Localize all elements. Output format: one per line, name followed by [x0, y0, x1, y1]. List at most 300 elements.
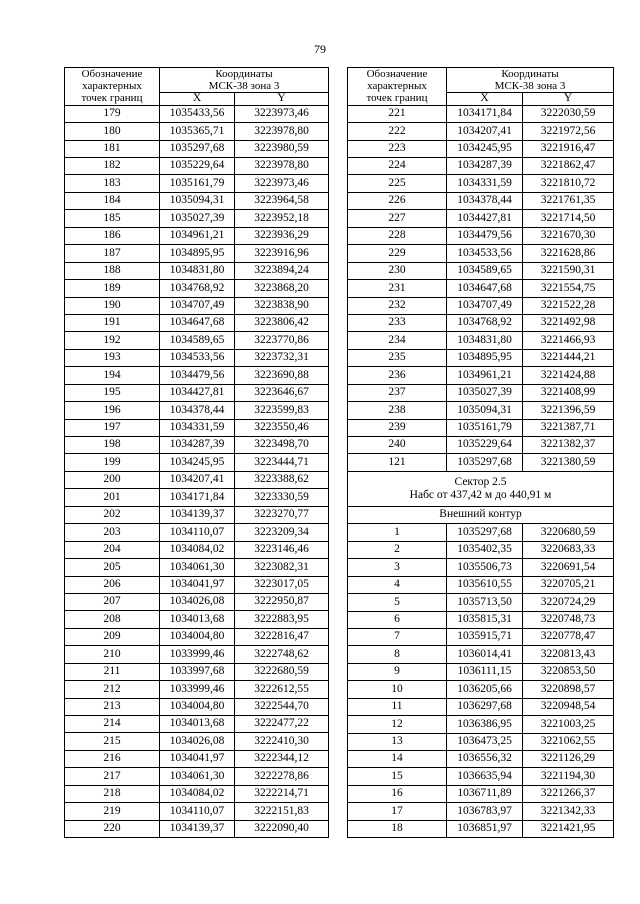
x-coordinate: 1035297,68	[447, 454, 523, 471]
table-row	[348, 227, 614, 244]
y-coordinate: 3223599,83	[235, 402, 329, 419]
point-number: 222	[348, 123, 447, 140]
x-coordinate: 1034589,65	[160, 332, 235, 349]
y-coordinate: 3222883,95	[235, 611, 329, 628]
y-coordinate: 3222090,40	[235, 820, 329, 837]
x-coordinate: 1036473,25	[447, 733, 523, 750]
table-row	[348, 820, 614, 837]
table-row	[348, 559, 614, 576]
point-number: 213	[65, 698, 160, 715]
point-number: 203	[65, 524, 160, 541]
designation-header	[65, 68, 160, 106]
table-row	[65, 471, 329, 488]
y-coordinate: 3223146,46	[235, 541, 329, 558]
y-coordinate: 3222950,87	[235, 593, 329, 610]
y-coordinate: 3220705,21	[523, 576, 614, 593]
table-row	[65, 158, 329, 175]
y-coordinate: 3223838,90	[235, 297, 329, 314]
y-coordinate: 3223330,59	[235, 489, 329, 506]
y-coordinate: 3223964,58	[235, 192, 329, 209]
table-row	[65, 524, 329, 541]
table-row	[348, 646, 614, 663]
y-coordinate: 3220748,73	[523, 611, 614, 628]
point-number: 201	[65, 489, 160, 506]
table-row	[348, 105, 614, 122]
table-row	[65, 611, 329, 628]
point-number: 14	[348, 751, 447, 768]
table-row	[348, 681, 614, 698]
x-coordinate: 1036297,68	[447, 698, 523, 715]
y-coordinate: 3221194,30	[523, 768, 614, 785]
y-coordinate: 3220683,33	[523, 541, 614, 558]
point-number: 205	[65, 559, 160, 576]
x-coordinate: 1034041,97	[160, 576, 235, 593]
point-number: 4	[348, 576, 447, 593]
x-coordinate: 1036205,66	[447, 681, 523, 698]
y-coordinate: 3221972,56	[523, 123, 614, 140]
y-coordinate: 3223646,67	[235, 384, 329, 401]
designation-line-2: характерных	[367, 80, 427, 93]
point-number: 231	[348, 280, 447, 297]
x-coordinate: 1034287,39	[160, 437, 235, 454]
x-coordinate: 1034013,68	[160, 611, 235, 628]
coordinates-header	[447, 68, 614, 93]
x-coordinate: 1035297,68	[447, 524, 523, 541]
y-coordinate: 3223550,46	[235, 419, 329, 436]
table-row	[65, 628, 329, 645]
page-number: 79	[314, 42, 326, 56]
sector-subtitle: Набс от 437,42 м до 440,91 м	[409, 488, 552, 501]
point-number: 183	[65, 175, 160, 192]
x-coordinate: 1034245,95	[160, 454, 235, 471]
x-coordinate: 1034061,30	[160, 768, 235, 785]
y-coordinate: 3221342,33	[523, 803, 614, 820]
point-number: 211	[65, 663, 160, 680]
table-row	[65, 123, 329, 140]
point-number: 239	[348, 419, 447, 436]
x-coordinate: 1036386,95	[447, 716, 523, 733]
x-coordinate: 1035297,68	[160, 140, 235, 157]
point-number: 18	[348, 820, 447, 837]
table-row	[65, 314, 329, 331]
point-number: 200	[65, 471, 160, 488]
table-row	[65, 245, 329, 262]
table-row	[348, 314, 614, 331]
point-number: 208	[65, 611, 160, 628]
y-coordinate: 3222544,70	[235, 698, 329, 715]
right-table-body-top	[348, 105, 614, 471]
point-number: 181	[65, 140, 160, 157]
point-number: 204	[65, 541, 160, 558]
table-row	[348, 576, 614, 593]
y-coordinate: 3221714,50	[523, 210, 614, 227]
x-coordinate: 1036014,41	[447, 646, 523, 663]
point-number: 216	[65, 750, 160, 767]
point-number: 221	[348, 105, 447, 122]
y-coordinate: 3221408,99	[523, 384, 614, 401]
x-coordinate: 1034589,65	[447, 262, 523, 279]
table-row	[65, 140, 329, 157]
point-number: 206	[65, 576, 160, 593]
x-coordinate: 1034061,30	[160, 559, 235, 576]
point-number: 193	[65, 349, 160, 366]
point-number: 12	[348, 716, 447, 733]
x-coordinate: 1034707,49	[160, 297, 235, 314]
point-number: 217	[65, 768, 160, 785]
table-row	[348, 192, 614, 209]
coordinate-system: МСК-38 зона 3	[494, 80, 566, 93]
x-coordinate: 1035815,31	[447, 611, 523, 628]
table-row	[348, 297, 614, 314]
sector-title: Сектор 2.5	[454, 475, 507, 488]
x-coordinate: 1034084,02	[160, 785, 235, 802]
y-coordinate: 3223936,29	[235, 227, 329, 244]
point-number: 9	[348, 663, 447, 680]
point-number: 202	[65, 506, 160, 523]
y-coordinate: 3221522,28	[523, 297, 614, 314]
point-number: 16	[348, 785, 447, 802]
table-row	[348, 768, 614, 785]
point-number: 225	[348, 175, 447, 192]
table-row	[65, 733, 329, 750]
x-coordinate: 1036783,97	[447, 803, 523, 820]
x-coordinate: 1035506,73	[447, 559, 523, 576]
x-coordinate: 1034647,68	[447, 280, 523, 297]
y-coordinate: 3223978,80	[235, 123, 329, 140]
x-coordinate: 1035094,31	[160, 192, 235, 209]
x-coordinate: 1034961,21	[160, 227, 235, 244]
table-row	[65, 297, 329, 314]
table-row	[65, 489, 329, 506]
table-row	[65, 210, 329, 227]
table-row	[65, 716, 329, 733]
y-coordinate: 3223690,88	[235, 367, 329, 384]
designation-line-2: характерных	[82, 80, 142, 93]
y-coordinate: 3223209,34	[235, 524, 329, 541]
point-number: 198	[65, 437, 160, 454]
point-number: 236	[348, 367, 447, 384]
y-coordinate: 3221396,59	[523, 402, 614, 419]
point-number: 215	[65, 733, 160, 750]
x-coordinate: 1035161,79	[160, 175, 235, 192]
table-row	[65, 227, 329, 244]
table-row	[348, 785, 614, 802]
x-coordinate: 1034707,49	[447, 297, 523, 314]
x-coordinate: 1035229,64	[447, 437, 523, 454]
table-row	[348, 663, 614, 680]
point-number: 224	[348, 158, 447, 175]
designation-line-1: Обозначение	[366, 68, 428, 81]
sector-title-cell	[348, 471, 614, 506]
table-row	[65, 646, 329, 663]
y-coordinate: 3223952,18	[235, 210, 329, 227]
point-number: 185	[65, 210, 160, 227]
x-coordinate: 1034647,68	[160, 314, 235, 331]
point-number: 6	[348, 611, 447, 628]
y-coordinate: 3221424,88	[523, 367, 614, 384]
y-coordinate: 3220948,54	[523, 698, 614, 715]
y-coordinate: 3223894,24	[235, 262, 329, 279]
x-coordinate: 1034961,21	[447, 367, 523, 384]
x-coordinate: 1035402,35	[447, 541, 523, 558]
point-number: 207	[65, 593, 160, 610]
y-coordinate: 3222278,86	[235, 768, 329, 785]
table-row	[65, 454, 329, 471]
point-number: 180	[65, 123, 160, 140]
y-coordinate: 3221062,55	[523, 733, 614, 750]
table-row	[65, 750, 329, 767]
x-coordinate: 1035610,55	[447, 576, 523, 593]
table-row	[348, 524, 614, 541]
x-coordinate: 1034207,41	[160, 471, 235, 488]
table-row	[65, 437, 329, 454]
y-coordinate: 3223017,05	[235, 576, 329, 593]
x-coordinate: 1036851,97	[447, 820, 523, 837]
x-coordinate: 1034895,95	[160, 245, 235, 262]
point-number: 210	[65, 646, 160, 663]
table-row	[348, 262, 614, 279]
point-number: 8	[348, 646, 447, 663]
point-number: 190	[65, 297, 160, 314]
x-coordinate: 1035161,79	[447, 419, 523, 436]
table-row	[348, 716, 614, 733]
point-number: 233	[348, 314, 447, 331]
x-coordinate: 1034427,81	[160, 384, 235, 401]
y-coordinate: 3223444,71	[235, 454, 329, 471]
x-coordinate: 1035713,50	[447, 594, 523, 611]
point-number: 230	[348, 262, 447, 279]
x-coordinate: 1034026,08	[160, 593, 235, 610]
x-coordinate: 1035365,71	[160, 123, 235, 140]
y-coordinate: 3223980,59	[235, 140, 329, 157]
point-number: 188	[65, 262, 160, 279]
x-coordinate: 1033999,46	[160, 681, 235, 698]
x-coordinate: 1034831,80	[447, 332, 523, 349]
point-number: 238	[348, 402, 447, 419]
right-table-body-bottom	[348, 524, 614, 838]
y-coordinate: 3220813,43	[523, 646, 614, 663]
table-row	[348, 594, 614, 611]
y-coordinate: 3223770,86	[235, 332, 329, 349]
point-number: 1	[348, 524, 447, 541]
table-row	[65, 681, 329, 698]
table-row	[348, 367, 614, 384]
y-coordinate: 3223732,31	[235, 349, 329, 366]
table-row	[65, 663, 329, 680]
point-number: 234	[348, 332, 447, 349]
x-coordinate: 1034171,84	[160, 489, 235, 506]
left-table-body	[65, 105, 329, 837]
coordinates-table-right	[347, 67, 614, 838]
y-coordinate: 3222748,62	[235, 646, 329, 663]
table-row	[348, 803, 614, 820]
x-coordinate: 1034533,56	[160, 349, 235, 366]
designation-line-1: Обозначение	[81, 68, 143, 81]
sector-heading	[348, 471, 614, 523]
point-number: 121	[348, 454, 447, 471]
y-coordinate: 3220724,29	[523, 594, 614, 611]
y-coordinate: 3221761,35	[523, 192, 614, 209]
table-row	[348, 140, 614, 157]
table-row	[348, 733, 614, 750]
coordinates-title: Координаты	[501, 68, 559, 80]
y-coordinate: 3221590,31	[523, 262, 614, 279]
y-coordinate: 3221628,86	[523, 245, 614, 262]
y-coordinate: 3223916,96	[235, 245, 329, 262]
x-coordinate: 1034026,08	[160, 733, 235, 750]
table-row	[348, 541, 614, 558]
y-coordinate: 3222151,83	[235, 803, 329, 820]
x-coordinate: 1034110,07	[160, 524, 235, 541]
y-coordinate: 3221126,29	[523, 751, 614, 768]
point-number: 197	[65, 419, 160, 436]
y-coordinate: 3223973,46	[235, 175, 329, 192]
table-row	[348, 123, 614, 140]
x-coordinate: 1034331,59	[160, 419, 235, 436]
table-row	[65, 419, 329, 436]
table-row	[65, 349, 329, 366]
y-coordinate: 3223270,77	[235, 506, 329, 523]
point-number: 218	[65, 785, 160, 802]
x-coordinate: 1034171,84	[447, 105, 523, 122]
y-coordinate: 3221380,59	[523, 454, 614, 471]
point-number: 212	[65, 681, 160, 698]
y-coordinate: 3222214,71	[235, 785, 329, 802]
point-number: 240	[348, 437, 447, 454]
y-coordinate: 3221266,37	[523, 785, 614, 802]
point-number: 2	[348, 541, 447, 558]
x-coordinate: 1034378,44	[160, 402, 235, 419]
table-row	[65, 698, 329, 715]
y-coordinate: 3221916,47	[523, 140, 614, 157]
x-coordinate: 1036111,15	[447, 663, 523, 680]
x-coordinate: 1034004,80	[160, 628, 235, 645]
y-coordinate: 3223498,70	[235, 437, 329, 454]
point-number: 5	[348, 594, 447, 611]
table-row	[65, 262, 329, 279]
x-coordinate: 1035915,71	[447, 628, 523, 645]
table-row	[65, 192, 329, 209]
point-number: 228	[348, 227, 447, 244]
y-coordinate: 3221862,47	[523, 158, 614, 175]
y-coordinate: 3223388,62	[235, 471, 329, 488]
point-number: 10	[348, 681, 447, 698]
table-row	[348, 280, 614, 297]
y-header: Y	[523, 93, 614, 106]
point-number: 182	[65, 158, 160, 175]
table-row	[348, 454, 614, 471]
x-coordinate: 1034331,59	[447, 175, 523, 192]
x-coordinate: 1035027,39	[447, 384, 523, 401]
table-row	[348, 349, 614, 366]
x-coordinate: 1034768,92	[447, 314, 523, 331]
designation-line-3: точек границ	[81, 92, 143, 105]
table-row	[65, 593, 329, 610]
y-coordinate: 3223082,31	[235, 559, 329, 576]
point-number: 11	[348, 698, 447, 715]
coordinates-title: Координаты	[215, 68, 273, 80]
x-coordinate: 1034004,80	[160, 698, 235, 715]
x-coordinate: 1036711,89	[447, 785, 523, 802]
table-row	[65, 280, 329, 297]
y-header: Y	[235, 93, 329, 106]
table-row	[348, 402, 614, 419]
table-row	[65, 785, 329, 802]
point-number: 186	[65, 227, 160, 244]
y-coordinate: 3220691,54	[523, 559, 614, 576]
table-row	[348, 698, 614, 715]
point-number: 187	[65, 245, 160, 262]
x-coordinate: 1034533,56	[447, 245, 523, 262]
y-coordinate: 3220853,50	[523, 663, 614, 680]
point-number: 17	[348, 803, 447, 820]
table-row	[65, 506, 329, 523]
point-number: 227	[348, 210, 447, 227]
table-row	[348, 332, 614, 349]
point-number: 229	[348, 245, 447, 262]
y-coordinate: 3222344,12	[235, 750, 329, 767]
y-coordinate: 3221810,72	[523, 175, 614, 192]
y-coordinate: 3221466,93	[523, 332, 614, 349]
x-coordinate: 1034245,95	[447, 140, 523, 157]
table-row	[65, 541, 329, 558]
table-row	[65, 559, 329, 576]
x-coordinate: 1034427,81	[447, 210, 523, 227]
y-coordinate: 3222410,30	[235, 733, 329, 750]
x-coordinate: 1035229,64	[160, 158, 235, 175]
x-coordinate: 1034287,39	[447, 158, 523, 175]
y-coordinate: 3221444,21	[523, 349, 614, 366]
table-row	[65, 402, 329, 419]
table-row	[348, 175, 614, 192]
point-number: 220	[65, 820, 160, 837]
point-number: 223	[348, 140, 447, 157]
x-coordinate: 1033999,46	[160, 646, 235, 663]
x-coordinate: 1036635,94	[447, 768, 523, 785]
x-coordinate: 1034479,56	[447, 227, 523, 244]
point-number: 199	[65, 454, 160, 471]
y-coordinate: 3222612,55	[235, 681, 329, 698]
table-row	[348, 628, 614, 645]
x-coordinate: 1034013,68	[160, 716, 235, 733]
table-row	[348, 384, 614, 401]
table-row	[348, 245, 614, 262]
x-coordinate: 1034207,41	[447, 123, 523, 140]
point-number: 192	[65, 332, 160, 349]
point-number: 194	[65, 367, 160, 384]
table-row	[65, 105, 329, 122]
x-coordinate: 1035094,31	[447, 402, 523, 419]
y-coordinate: 3222477,22	[235, 716, 329, 733]
table-row	[348, 611, 614, 628]
y-coordinate: 3221387,71	[523, 419, 614, 436]
point-number: 7	[348, 628, 447, 645]
point-number: 195	[65, 384, 160, 401]
y-coordinate: 3221421,95	[523, 820, 614, 837]
table-row	[65, 803, 329, 820]
contour-title: Внешний контур	[348, 506, 614, 523]
x-coordinate: 1034895,95	[447, 349, 523, 366]
y-coordinate: 3221492,98	[523, 314, 614, 331]
point-number: 191	[65, 314, 160, 331]
point-number: 232	[348, 297, 447, 314]
coordinates-table-left	[64, 67, 329, 838]
x-coordinate: 1035433,56	[160, 105, 235, 122]
x-coordinate: 1036556,32	[447, 751, 523, 768]
table-row	[348, 419, 614, 436]
table-row	[65, 820, 329, 837]
x-coordinate: 1034768,92	[160, 280, 235, 297]
